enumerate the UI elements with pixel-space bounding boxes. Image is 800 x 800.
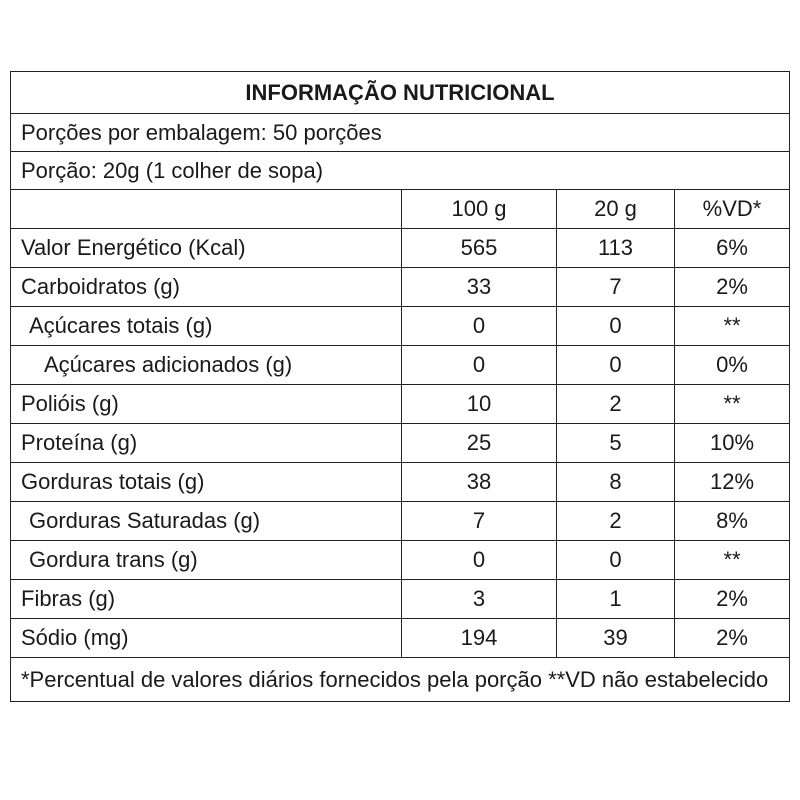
nutrient-row	[11, 229, 790, 268]
daily-value-percent: **	[675, 541, 790, 580]
value-per-serving: 39	[557, 619, 675, 658]
nutrient-name: Açúcares totais (g)	[11, 307, 402, 346]
nutrient-row	[11, 580, 790, 619]
value-per-100g: 0	[402, 307, 557, 346]
nutrient-name: Sódio (mg)	[11, 619, 402, 658]
value-per-100g: 33	[402, 268, 557, 307]
value-per-100g: 7	[402, 502, 557, 541]
daily-value-percent: **	[675, 385, 790, 424]
daily-value-percent: 0%	[675, 346, 790, 385]
value-per-100g: 3	[402, 580, 557, 619]
header-empty-cell	[11, 190, 402, 229]
footnote: *Percentual de valores diários fornecidos pela porção **VD não estabelecido	[11, 658, 790, 702]
value-per-100g: 194	[402, 619, 557, 658]
nutrition-facts-table	[10, 71, 790, 702]
value-per-serving: 7	[557, 268, 675, 307]
nutrient-name: Fibras (g)	[11, 580, 402, 619]
value-per-serving: 2	[557, 502, 675, 541]
value-per-serving: 1	[557, 580, 675, 619]
daily-value-percent: 12%	[675, 463, 790, 502]
daily-value-percent: 6%	[675, 229, 790, 268]
daily-value-percent: 2%	[675, 268, 790, 307]
daily-value-percent: 2%	[675, 619, 790, 658]
nutrient-name: Carboidratos (g)	[11, 268, 402, 307]
serving-size-row	[11, 152, 790, 190]
nutrient-row	[11, 502, 790, 541]
daily-value-percent: 10%	[675, 424, 790, 463]
nutrient-row	[11, 268, 790, 307]
nutrient-name: Gorduras Saturadas (g)	[11, 502, 402, 541]
nutrient-name: Açúcares adicionados (g)	[11, 346, 402, 385]
nutrient-name: Gorduras totais (g)	[11, 463, 402, 502]
value-per-serving: 8	[557, 463, 675, 502]
value-per-100g: 25	[402, 424, 557, 463]
nutrient-name: Valor Energético (Kcal)	[11, 229, 402, 268]
nutrient-row	[11, 385, 790, 424]
nutrient-row	[11, 463, 790, 502]
value-per-100g: 10	[402, 385, 557, 424]
daily-value-percent: 8%	[675, 502, 790, 541]
nutrient-row	[11, 541, 790, 580]
column-header-per-serving: 20 g	[557, 190, 675, 229]
nutrient-row	[11, 346, 790, 385]
nutrient-row	[11, 424, 790, 463]
value-per-serving: 113	[557, 229, 675, 268]
daily-value-percent: 2%	[675, 580, 790, 619]
daily-value-percent: **	[675, 307, 790, 346]
nutrient-name: Gordura trans (g)	[11, 541, 402, 580]
nutrient-name: Proteína (g)	[11, 424, 402, 463]
title-row	[11, 72, 790, 114]
serving-size: Porção: 20g (1 colher de sopa)	[11, 152, 790, 190]
column-header-row	[11, 190, 790, 229]
value-per-100g: 565	[402, 229, 557, 268]
nutrient-name: Polióis (g)	[11, 385, 402, 424]
value-per-serving: 0	[557, 541, 675, 580]
value-per-serving: 0	[557, 307, 675, 346]
column-header-per100: 100 g	[402, 190, 557, 229]
value-per-100g: 0	[402, 541, 557, 580]
nutrient-row	[11, 619, 790, 658]
nutrition-table-body	[11, 72, 790, 702]
value-per-100g: 0	[402, 346, 557, 385]
servings-per-package: Porções por embalagem: 50 porções	[11, 114, 790, 152]
value-per-serving: 2	[557, 385, 675, 424]
column-header-daily-value: %VD*	[675, 190, 790, 229]
value-per-serving: 5	[557, 424, 675, 463]
footnote-row	[11, 658, 790, 702]
table-title: INFORMAÇÃO NUTRICIONAL	[11, 72, 790, 114]
servings-row	[11, 114, 790, 152]
value-per-100g: 38	[402, 463, 557, 502]
nutrient-row	[11, 307, 790, 346]
value-per-serving: 0	[557, 346, 675, 385]
